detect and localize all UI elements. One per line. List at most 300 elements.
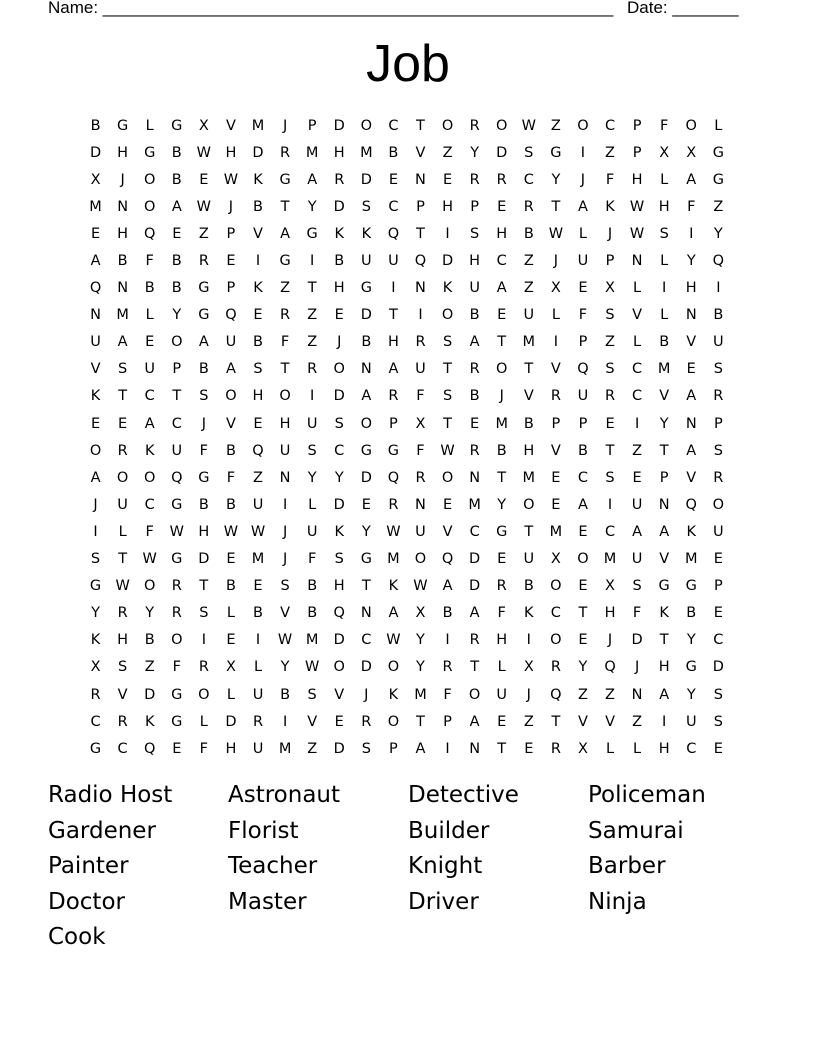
grid-letter: D (225, 713, 237, 730)
grid-letter: H (117, 225, 129, 242)
grid-letter: A (659, 686, 670, 703)
grid-letter: F (578, 307, 588, 324)
grid-letter: M (360, 144, 373, 161)
grid-letter: I (716, 280, 721, 297)
grid-letter: E (713, 551, 723, 568)
grid-letter: P (713, 415, 723, 432)
grid-letter: X (225, 659, 236, 676)
grid-letter: T (551, 198, 561, 215)
grid-letter: K (442, 280, 453, 297)
grid-letter: T (497, 740, 507, 757)
grid-letter: A (280, 225, 291, 242)
grid-letter: O (360, 117, 373, 134)
grid-letter: C (144, 496, 155, 513)
grid-letter: O (279, 388, 291, 405)
grid-letter: Y (280, 659, 290, 676)
grid-letter: Q (252, 442, 264, 459)
grid-letter: C (90, 713, 101, 730)
grid-letter: B (171, 144, 182, 161)
grid-letter: S (334, 551, 344, 568)
grid-letter: G (198, 280, 210, 297)
page-title: Job (366, 35, 450, 93)
grid-letter: Y (145, 605, 155, 622)
grid-letter: Z (442, 144, 453, 161)
grid-letter: U (306, 523, 318, 540)
grid-letter: L (308, 496, 317, 513)
grid-letter: C (361, 632, 372, 649)
grid-letter: R (198, 659, 209, 676)
grid-letter: E (578, 280, 588, 297)
grid-letter: G (171, 496, 183, 513)
grid-letter: V (307, 713, 318, 730)
word-list-item: Radio Host (48, 782, 173, 808)
grid-letter: U (388, 253, 399, 270)
grid-letter: R (415, 334, 426, 351)
grid-letter: E (118, 415, 128, 432)
grid-letter: V (659, 388, 670, 405)
grid-letter: T (416, 225, 425, 242)
grid-letter: E (551, 469, 561, 486)
grid-letter: P (416, 198, 425, 215)
grid-letter: S (713, 686, 723, 703)
grid-letter: N (117, 280, 129, 297)
grid-letter: Y (416, 659, 425, 676)
grid-letter: P (659, 469, 669, 486)
grid-letter: U (252, 740, 264, 757)
grid-letter: W (142, 551, 157, 568)
grid-letter: A (388, 361, 399, 378)
grid-letter: T (497, 334, 507, 351)
grid-letter: N (658, 496, 670, 513)
grid-letter: D (360, 171, 372, 188)
word-list-item: Samurai (588, 817, 684, 844)
grid-letter: O (333, 361, 345, 378)
grid-letter: F (145, 253, 154, 270)
grid-letter: E (713, 740, 723, 757)
grid-letter: N (360, 605, 372, 622)
grid-letter: W (223, 171, 239, 188)
grid-letter: A (442, 578, 453, 595)
grid-letter: C (604, 523, 616, 540)
grid-letter: F (307, 551, 317, 568)
grid-letter: L (633, 280, 642, 297)
grid-letter: S (524, 144, 534, 161)
grid-letter: Y (307, 198, 317, 215)
grid-letter: A (415, 740, 426, 757)
grid-letter: Z (605, 334, 615, 351)
grid-letter: U (144, 361, 155, 378)
grid-letter: I (580, 144, 586, 161)
grid-letter: Z (577, 686, 588, 703)
grid-letter: M (305, 632, 319, 649)
grid-letter: F (172, 659, 181, 676)
grid-letter: U (523, 551, 535, 568)
grid-letter: E (497, 307, 507, 324)
grid-letter: T (307, 280, 317, 297)
grid-letter: N (631, 686, 643, 703)
grid-letter: E (253, 578, 263, 595)
grid-letter: R (388, 388, 399, 405)
grid-letter: O (171, 632, 183, 649)
grid-letter: A (577, 198, 588, 215)
grid-letter: Q (604, 659, 616, 676)
grid-letter: G (89, 578, 102, 595)
grid-letter: D (496, 144, 508, 161)
grid-letter: H (225, 144, 237, 161)
grid-letter: N (685, 307, 697, 324)
grid-letter: F (145, 523, 154, 540)
grid-letter: B (442, 605, 453, 622)
grid-letter: G (279, 171, 291, 188)
grid-letter: G (144, 144, 156, 161)
grid-letter: B (577, 442, 588, 459)
word-list-item: Builder (408, 817, 490, 844)
grid-letter: G (171, 551, 183, 568)
grid-letter: E (497, 551, 507, 568)
grid-letter: T (388, 307, 398, 324)
grid-letter: O (89, 442, 102, 459)
grid-letter: H (496, 225, 508, 242)
grid-letter: P (172, 361, 182, 378)
grid-letter: W (169, 523, 184, 540)
grid-letter: F (632, 605, 642, 622)
grid-letter: C (496, 253, 507, 270)
grid-letter: H (279, 415, 291, 432)
grid-letter: W (223, 523, 239, 540)
grid-letter: T (416, 117, 425, 134)
grid-letter: M (305, 144, 319, 161)
grid-letter: E (713, 605, 723, 622)
grid-letter: T (361, 578, 371, 595)
grid-letter: O (441, 117, 454, 134)
grid-letter: P (226, 225, 236, 242)
grid-letter: G (198, 469, 210, 486)
grid-letter: R (252, 713, 264, 730)
grid-letter: N (685, 415, 697, 432)
grid-letter: U (713, 334, 724, 351)
grid-letter: R (388, 496, 399, 513)
grid-letter: P (389, 415, 398, 432)
grid-letter: J (282, 117, 288, 134)
grid-letter: D (712, 659, 724, 676)
grid-letter: H (225, 740, 237, 757)
grid-letter: C (334, 442, 345, 459)
grid-letter: B (198, 361, 209, 378)
grid-letter: X (605, 578, 615, 595)
grid-letter: S (632, 578, 642, 595)
grid-letter: V (523, 388, 534, 405)
grid-letter: D (89, 144, 102, 161)
grid-letter: G (360, 280, 372, 297)
grid-letter: H (333, 578, 345, 595)
grid-letter: Y (91, 605, 100, 622)
grid-letter: D (333, 496, 345, 513)
grid-letter: S (470, 225, 480, 242)
grid-letter: C (388, 117, 399, 134)
grid-letter: B (686, 605, 697, 622)
grid-letter: I (445, 632, 450, 649)
grid-letter: D (333, 740, 345, 757)
grid-letter: J (337, 334, 342, 351)
grid-letter: O (577, 117, 589, 134)
grid-letter: R (334, 171, 345, 188)
word-list-item: Policeman (588, 782, 706, 808)
grid-letter: S (713, 361, 723, 378)
date-field-line: Date: _______ (627, 0, 739, 17)
grid-letter: O (171, 334, 183, 351)
grid-letter: L (714, 117, 723, 134)
grid-letter: E (226, 253, 236, 270)
grid-letter: G (550, 144, 562, 161)
grid-letter: E (90, 225, 101, 242)
grid-letter: H (387, 334, 399, 351)
grid-letter: A (469, 713, 480, 730)
grid-letter: Q (685, 496, 697, 513)
word-list-item: Detective (408, 782, 519, 808)
grid-letter: R (469, 442, 480, 459)
grid-letter: O (414, 551, 427, 568)
grid-letter: I (607, 496, 613, 513)
grid-letter: Q (143, 225, 156, 242)
grid-letter: G (171, 713, 183, 730)
grid-letter: M (657, 361, 671, 378)
grid-letter: Z (605, 686, 615, 703)
grid-letter: V (550, 361, 561, 378)
grid-letter: Q (712, 253, 725, 270)
grid-letter: L (633, 334, 642, 351)
grid-letter: J (364, 686, 369, 703)
word-list-item: Knight (408, 853, 483, 879)
grid-letter: Y (307, 469, 317, 486)
grid-letter: X (415, 415, 426, 432)
grid-letter: Z (523, 713, 534, 730)
grid-letter: K (524, 605, 534, 622)
grid-letter: A (659, 523, 670, 540)
grid-letter: K (605, 198, 615, 215)
grid-letter: Y (659, 415, 669, 432)
grid-letter: I (445, 740, 450, 757)
grid-letter: C (577, 469, 588, 486)
grid-letter: U (306, 415, 318, 432)
grid-letter: N (279, 469, 291, 486)
grid-letter: H (658, 198, 670, 215)
grid-letter: A (388, 605, 399, 622)
grid-letter: Y (578, 659, 588, 676)
grid-letter: A (686, 388, 697, 405)
grid-letter: K (90, 632, 101, 649)
grid-letter: H (252, 388, 264, 405)
grid-letter: R (604, 388, 616, 405)
grid-letter: U (252, 496, 264, 513)
grid-letter: F (280, 334, 290, 351)
grid-letter: C (604, 117, 616, 134)
grid-letter: W (196, 144, 212, 161)
grid-letter: I (634, 415, 640, 432)
grid-letter: B (307, 578, 318, 595)
grid-letter: C (144, 388, 155, 405)
grid-letter: V (632, 307, 643, 324)
grid-letter: W (250, 523, 266, 540)
grid-letter: R (469, 361, 480, 378)
grid-letter: A (632, 523, 643, 540)
name-field-line: Name: ______________________________________________________ (48, 0, 614, 17)
grid-letter: U (685, 713, 697, 730)
grid-letter: J (607, 225, 613, 242)
grid-letter: H (631, 171, 643, 188)
grid-letter: O (523, 496, 535, 513)
grid-letter: G (685, 578, 697, 595)
grid-letter: K (659, 605, 669, 622)
grid-letter: R (442, 659, 453, 676)
grid-letter: A (117, 334, 128, 351)
grid-letter: R (171, 578, 182, 595)
grid-letter: S (253, 361, 263, 378)
grid-letter: T (659, 632, 669, 649)
grid-letter: L (226, 686, 235, 703)
grid-letter: Q (550, 686, 562, 703)
grid-letter: M (278, 740, 292, 757)
grid-letter: O (387, 713, 400, 730)
grid-row (82, 247, 732, 274)
grid-letter: X (415, 605, 426, 622)
grid-letter: K (144, 442, 155, 459)
grid-letter: O (143, 469, 156, 486)
word-search-grid (82, 112, 732, 762)
grid-row (82, 681, 732, 708)
grid-letter: R (550, 388, 561, 405)
grid-letter: B (307, 605, 318, 622)
grid-letter: B (334, 253, 345, 270)
grid-letter: J (93, 496, 98, 513)
grid-letter: N (117, 198, 129, 215)
grid-letter: O (225, 388, 237, 405)
grid-letter: J (580, 171, 586, 188)
grid-letter: N (469, 469, 481, 486)
grid-letter: G (279, 253, 291, 270)
grid-letter: Y (497, 496, 507, 513)
grid-letter: B (523, 225, 534, 242)
grid-letter: O (685, 117, 697, 134)
grid-letter: C (117, 740, 128, 757)
grid-letter: I (553, 334, 558, 351)
grid-letter: E (361, 496, 371, 513)
grid-letter: E (226, 632, 236, 649)
grid-letter: V (686, 469, 697, 486)
grid-row (82, 410, 732, 437)
grid-letter: S (442, 334, 453, 351)
grid-letter: R (550, 659, 561, 676)
grid-letter: H (496, 632, 508, 649)
grid-row (82, 600, 732, 627)
grid-letter: U (90, 334, 101, 351)
grid-letter: I (418, 307, 423, 324)
grid-letter: U (631, 496, 643, 513)
grid-letter: N (415, 280, 426, 297)
grid-letter: J (282, 551, 288, 568)
grid-letter: H (198, 523, 210, 540)
word-list-item: Florist (228, 817, 299, 844)
grid-letter: H (658, 740, 670, 757)
grid-letter: J (282, 523, 288, 540)
grid-letter: B (198, 496, 209, 513)
grid-letter: E (551, 496, 561, 513)
grid-letter: K (334, 225, 344, 242)
grid-letter: P (605, 253, 615, 270)
grid-letter: T (118, 551, 128, 568)
grid-letter: G (496, 523, 508, 540)
grid-letter: R (469, 171, 480, 188)
grid-letter: B (469, 388, 480, 405)
grid-row (82, 491, 732, 518)
grid-letter: T (605, 442, 615, 459)
grid-letter: Z (550, 117, 561, 134)
grid-letter: E (686, 361, 696, 378)
grid-letter: C (171, 415, 182, 432)
grid-letter: J (634, 659, 640, 676)
grid-letter: Z (307, 334, 318, 351)
grid-letter: A (198, 334, 209, 351)
grid-letter: X (577, 740, 588, 757)
grid-letter: E (172, 225, 182, 242)
grid-letter: U (631, 551, 643, 568)
grid-letter: R (469, 117, 480, 134)
grid-letter: B (225, 496, 236, 513)
grid-letter: R (713, 469, 724, 486)
grid-letter: B (171, 253, 182, 270)
grid-letter: E (199, 171, 209, 188)
grid-letter: V (117, 686, 128, 703)
grid-letter: I (526, 632, 531, 649)
grid-letter: A (307, 171, 318, 188)
grid-letter: S (713, 442, 723, 459)
grid-letter: E (226, 551, 236, 568)
grid-letter: U (577, 388, 589, 405)
grid-letter: I (93, 523, 98, 540)
grid-letter: F (497, 605, 506, 622)
grid-letter: D (198, 551, 210, 568)
grid-row (82, 735, 732, 762)
grid-letter: I (391, 280, 396, 297)
grid-letter: Q (225, 307, 237, 324)
grid-letter: E (632, 469, 642, 486)
grid-letter: V (280, 605, 291, 622)
grid-letter: A (90, 469, 101, 486)
grid-letter: V (442, 523, 453, 540)
grid-letter: Y (713, 225, 723, 242)
grid-letter: T (524, 361, 534, 378)
grid-letter: T (172, 388, 182, 405)
grid-letter: F (199, 740, 209, 757)
grid-letter: E (605, 415, 615, 432)
grid-letter: D (333, 198, 345, 215)
grid-letter: L (497, 659, 506, 676)
grid-letter: Q (171, 469, 183, 486)
grid-letter: S (307, 686, 317, 703)
grid-letter: U (469, 280, 480, 297)
grid-letter: A (469, 334, 480, 351)
grid-letter: W (548, 225, 564, 242)
grid-letter: V (659, 551, 670, 568)
grid-letter: H (604, 605, 616, 622)
grid-letter: G (171, 686, 183, 703)
grid-letter: B (253, 605, 263, 622)
grid-letter: Z (713, 198, 724, 215)
grid-letter: Q (387, 225, 400, 242)
grid-letter: P (578, 415, 588, 432)
grid-letter: T (497, 469, 507, 486)
grid-letter: I (255, 632, 261, 649)
grid-letter: H (117, 632, 129, 649)
